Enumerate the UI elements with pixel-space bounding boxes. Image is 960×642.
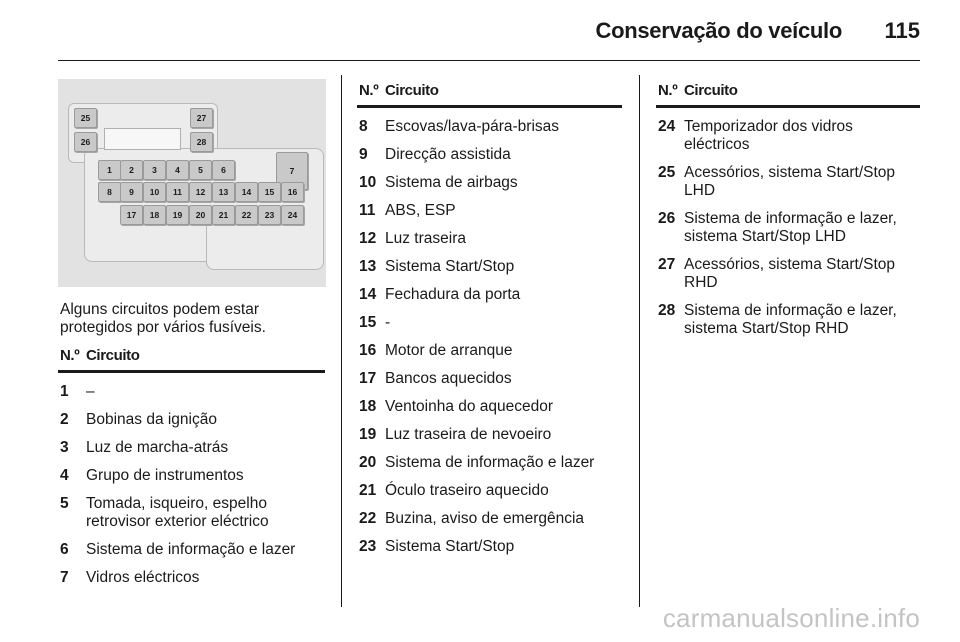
table-row [357,342,622,360]
fuse-23: 23 [258,205,281,225]
header-no: N.º [359,82,379,99]
fuse-8: 8 [98,182,121,202]
header-rule [58,60,920,61]
circuit-description [385,314,622,332]
circuit-description [385,454,622,472]
watermark: carmanualsonline.info [662,603,920,633]
circuit-number: 18 [359,398,377,415]
header-circuit: Circuito [86,347,140,364]
table-row [58,569,325,587]
table-row [58,439,325,457]
page-number: 115 [884,18,920,43]
table-row [357,510,622,528]
circuit-description-line: Sistema de airbags [385,174,518,191]
circuit-description [385,342,622,360]
circuit-description [385,118,622,136]
table-row [357,174,622,192]
table-row [58,541,325,559]
circuit-description-line: Escovas/lava-pára-brisas [385,118,560,135]
table-row [656,302,920,338]
header-no: N.º [60,347,80,364]
circuit-description-line: Vidros eléctricos [86,569,200,586]
table-row [357,398,622,416]
table-header [656,82,920,108]
circuit-description [86,411,325,429]
circuit-description-line: Tomada, isqueiro, espelho [86,495,267,512]
fuse-15: 15 [258,182,281,202]
circuit-description-line: Sistema Start/Stop [385,258,515,275]
circuit-number: 13 [359,258,377,275]
circuit-description-line: retrovisor exterior eléctrico [86,513,269,530]
circuit-description-line: Buzina, aviso de emergência [385,510,585,527]
header-circuit: Circuito [684,82,738,99]
fuse-7: 7 [276,152,308,190]
circuit-description [385,482,622,500]
page-title: Conservação do veículo [595,18,842,43]
circuit-number: 27 [658,256,676,273]
circuit-description [385,230,622,248]
table-row [357,146,622,164]
circuit-number: 10 [359,174,377,191]
table-row [656,210,920,246]
circuit-number: 1 [60,383,69,400]
circuit-number: 22 [359,510,377,527]
fuse-4: 4 [166,160,189,180]
circuit-description [684,210,920,246]
circuit-description-line: Sistema de informação e lazer [385,454,595,471]
table-row [357,454,622,472]
fuse-17: 17 [120,205,143,225]
table-row [357,370,622,388]
circuit-description-line: – [86,383,95,400]
circuit-description [684,118,920,154]
circuit-number: 4 [60,467,69,484]
table-row [656,256,920,292]
circuit-number: 2 [60,411,69,428]
column-divider-1 [341,75,342,607]
table-body [58,383,325,587]
fuse-1: 1 [98,160,121,180]
circuit-description [385,146,622,164]
circuit-description-line: Luz de marcha-atrás [86,439,229,456]
circuit-description-line: Ventoinha do aquecedor [385,398,554,415]
circuit-description-line: Motor de arranque [385,342,513,359]
circuit-table-1 [58,347,325,587]
circuit-description [684,164,920,200]
circuit-number: 26 [658,210,676,227]
label-slot [104,128,181,150]
circuit-description [385,202,622,220]
circuit-description-line: Sistema de informação e lazer, [684,302,897,319]
circuit-description [385,370,622,388]
circuit-description-line: ABS, ESP [385,202,456,219]
table-row [58,495,325,531]
fuse-panel-lower [206,219,324,270]
circuit-description-line: Sistema Start/Stop [385,538,515,555]
table-row [357,538,622,556]
circuit-number: 28 [658,302,676,319]
fuse-28: 28 [190,132,213,152]
circuit-table-2 [357,82,622,556]
circuit-number: 21 [359,482,377,499]
circuit-description [86,495,325,531]
intro-text [60,301,326,337]
circuit-description [86,383,325,401]
column-divider-2 [639,75,640,607]
circuit-description [86,467,325,485]
circuit-description [385,398,622,416]
table-row [58,383,325,401]
fuse-2: 2 [120,160,143,180]
table-row [58,467,325,485]
circuit-number: 8 [359,118,368,135]
circuit-number: 19 [359,426,377,443]
circuit-number: 14 [359,286,377,303]
circuit-description [385,426,622,444]
circuit-description-line: sistema Start/Stop LHD [684,228,846,245]
circuit-number: 25 [658,164,676,181]
circuit-number: 3 [60,439,69,456]
fuse-box-diagram [58,79,326,287]
table-row [357,118,622,136]
circuit-description-line: Bancos aquecidos [385,370,512,387]
circuit-number: 17 [359,370,377,387]
circuit-number: 15 [359,314,377,331]
table-body [656,118,920,338]
circuit-number: 11 [359,202,376,219]
circuit-description-line: - [385,314,391,331]
circuit-description-line: Direcção assistida [385,146,511,163]
circuit-description-line: Óculo traseiro aquecido [385,482,549,499]
fuse-22: 22 [235,205,258,225]
circuit-number: 12 [359,230,377,247]
circuit-number: 7 [60,569,69,586]
header-circuit: Circuito [385,82,439,99]
fuse-20: 20 [189,205,212,225]
table-row [58,411,325,429]
circuit-description-line: LHD [684,182,716,199]
circuit-description [684,256,920,292]
fuse-11: 11 [166,182,189,202]
circuit-description-line: Luz traseira [385,230,466,247]
fuse-9: 9 [120,182,143,202]
circuit-description [385,510,622,528]
circuit-number: 6 [60,541,69,558]
circuit-description-line: sistema Start/Stop RHD [684,320,849,337]
table-body [357,118,622,556]
fuse-27: 27 [190,108,213,128]
fuse-24: 24 [281,205,304,225]
circuit-description-line: Fechadura da porta [385,286,521,303]
fuse-19: 19 [166,205,189,225]
table-row [357,314,622,332]
circuit-number: 24 [658,118,676,135]
circuit-description-line: Sistema de informação e lazer [86,541,296,558]
circuit-description [385,538,622,556]
circuit-description-line: Luz traseira de nevoeiro [385,426,552,443]
fuse-3: 3 [143,160,166,180]
intro-line: protegidos por vários fusíveis. [60,319,266,336]
fuse-12: 12 [189,182,212,202]
circuit-description-line: Acessórios, sistema Start/Stop [684,164,896,181]
fuse-21: 21 [212,205,235,225]
circuit-description-line: Temporizador dos vidros [684,118,853,135]
table-header [357,82,622,108]
table-row [656,118,920,154]
circuit-description-line: Bobinas da ignição [86,411,217,428]
circuit-number: 5 [60,495,69,512]
fuse-13: 13 [212,182,235,202]
circuit-description [385,286,622,304]
circuit-description-line: Acessórios, sistema Start/Stop [684,256,896,273]
table-row [357,426,622,444]
table-row [357,202,622,220]
table-row [656,164,920,200]
fuse-5: 5 [189,160,212,180]
table-row [357,482,622,500]
fuse-26: 26 [74,132,97,152]
circuit-description-line: eléctricos [684,136,750,153]
header-no: N.º [658,82,678,99]
circuit-number: 16 [359,342,377,359]
intro-line: Alguns circuitos podem estar [60,301,260,318]
fuse-10: 10 [143,182,166,202]
circuit-description [385,174,622,192]
page-header [0,0,960,62]
circuit-table-3 [656,82,920,338]
circuit-description-line: Sistema de informação e lazer, [684,210,897,227]
table-row [357,230,622,248]
circuit-description [86,439,325,457]
circuit-description-line: RHD [684,274,718,291]
fuse-14: 14 [235,182,258,202]
table-header [58,347,325,373]
circuit-description-line: Grupo de instrumentos [86,467,244,484]
fuse-18: 18 [143,205,166,225]
circuit-number: 9 [359,146,368,163]
circuit-description [385,258,622,276]
table-row [357,286,622,304]
circuit-description [86,541,325,559]
fuse-25: 25 [74,108,97,128]
circuit-number: 23 [359,538,377,555]
fuse-6: 6 [212,160,235,180]
circuit-number: 20 [359,454,377,471]
circuit-description [684,302,920,338]
table-row [357,258,622,276]
fuse-16: 16 [281,182,304,202]
circuit-description [86,569,325,587]
